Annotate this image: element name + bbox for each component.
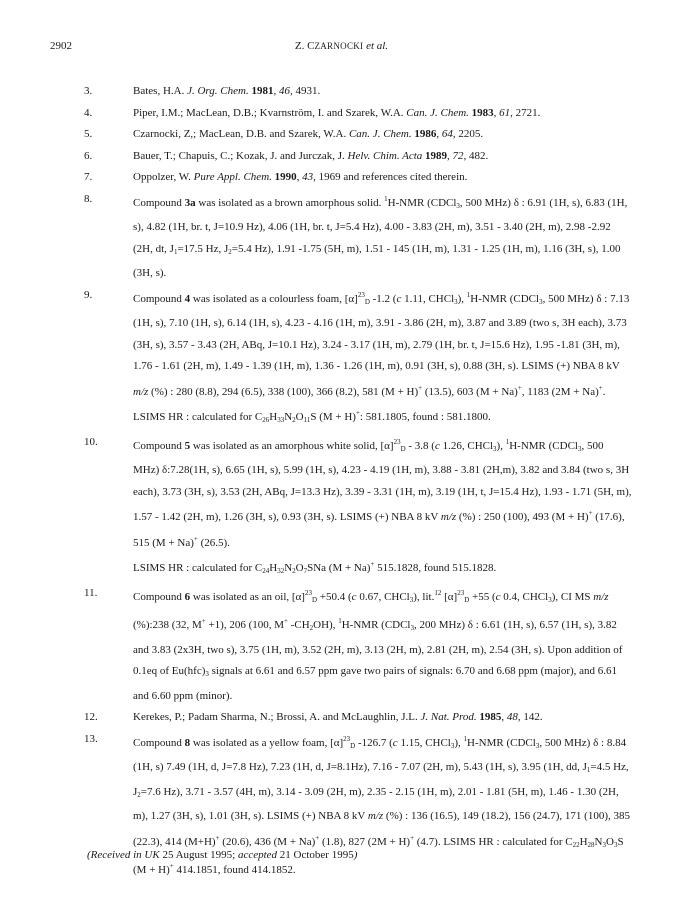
reference-item [84, 432, 632, 583]
reference-text: Czarnocki, Z,; MacLean, D.B. and Szarek, W.A. Can. J. Chem. 1986, 64, 2205. [133, 128, 484, 140]
reference-text: Bates, H.A. J. Org. Chem. 1981, 46, 4931. [133, 85, 321, 97]
accepted-year: 1995 [331, 849, 354, 861]
accepted-label: accepted [237, 849, 278, 861]
reference-item [84, 146, 632, 168]
page-number: 2902 [50, 40, 72, 52]
reference-text: Oppolzer, W. Pure Appl. Chem. 1990, 43, 1969 and references cited therein. [133, 171, 468, 183]
reference-list [84, 81, 632, 882]
reference-number: 5. [84, 128, 93, 140]
reference-number: 8. [84, 192, 93, 205]
received-accepted-note: (Received in UK 25 August 1995; accepted 21 October 1995) [87, 849, 358, 861]
reference-number: 3. [84, 85, 93, 97]
reference-number: 7. [84, 171, 93, 183]
received-year: 1995; [210, 849, 236, 861]
received-date: 25 August [162, 849, 208, 861]
reference-number: 10. [84, 435, 98, 448]
reference-number: 11. [84, 586, 98, 599]
accepted-date: 21 October [279, 849, 329, 861]
reference-item [84, 81, 632, 103]
reference-item [84, 103, 632, 125]
reference-item [84, 707, 632, 729]
reference-number: 12. [84, 711, 98, 723]
page-header [0, 40, 683, 56]
reference-number: 4. [84, 106, 93, 119]
reference-item [84, 285, 632, 432]
reference-text: Compound 6 was isolated as an oil, $[\alpha]^{23}_D +50.4$ (c 0.67, CHCl$_3$), lit.$^{12}$ $[\alpha]^{23}_D +55$ (c 0.4, CHCl$_3$), CI MS m/z (%):238 (32, M+ +1), 206 (100, M+ $-CH_2OH$), $^1$H-NMR (CDCl$_3$, 200 MHz) δ : 6.61 (1H, s), 6.57 (1H, s), 3.82 and 3.83 (2x3H, two s), 3.75 (1H, m), 3.52 (2H, m), 3.13 (2H, m), 2.81 (2H, m), 2.54 (3H, s). Upon addition of 0.1eq of $Eu(hfc)_3$ signals at 6.61 and 6.57 ppm gave two pairs of signals: 6.70 and 6.68 ppm (major), and 6.61 and 6.60 ppm (minor). [133, 588, 623, 702]
reference-number: 6. [84, 149, 93, 162]
reference-text: Bauer, T.; Chapuis, C.; Kozak, J. and Jurczak, J. Helv. Chim. Acta 1989, 72, 482. [133, 149, 489, 162]
reference-text: Piper, I.M.; MacLean, D.B.; Kvarnström, I. and Szarek, W.A. Can. J. Chem. 1983, 61, 2721. [133, 106, 541, 119]
reference-number: 9. [84, 288, 93, 301]
received-label: Received in UK [90, 849, 160, 861]
reference-item [84, 124, 632, 146]
reference-text: Kerekes, P.; Padam Sharma, N.; Brossi, A. and McLaughlin, J.L. J. Nat. Prod. 1985, 48, 142. [133, 711, 543, 723]
reference-item [84, 189, 632, 285]
reference-text: Compound 3a was isolated as a brown amorphous solid. $^1$H-NMR (CDCl$_3$, 500 MHz) δ : 6.91 (1H, s), 6.83 (1H, s), 4.82 (1H, br. t, J=10.9 Hz), 4.06 (1H, br. t, J=5.4 Hz), 4.00 - 3.83 (2H, m), 3.51 - 3.40 (2H, m), 2.98 -2.92 (2H, dt, $J_1=17.5$ Hz, $J_2=5.4$ Hz), 1.91 -1.75 (5H, m), 1.51 - 145 (1H, m), 1.31 - 1.25 (1H, m), 1.16 (3H, s), 1.00 (3H, s). [133, 194, 628, 279]
reference-text: Compound 5 was isolated as an amorphous white solid, $[\alpha]^{23}_D - 3.8$ (c 1.26, CHCl$_3$), $^1$H-NMR (CDCl$_3$, 500 MHz) δ:7.28(1H, s), 6.65 (1H, s), 5.99 (1H, s), 4.23 - 4.19 (1H, m), 3.88 - 3.81 (2H,m), 3.82 and 3.84 (two s, 3H each), 3.73 (3H, s), 3.53 (2H, ABq, J=13.3 Hz), 3.39 - 3.31 (1H, m), 3.19 (1H, t, J=15.4 Hz), 1.93 - 1.71 (5H, m), 1.57 - 1.42 (2H, m), 1.26 (3H, s), 0.93 (3H, s). LSIMS (+) NBA 8 kV m/z (%) : 250 (100), 493 (M + H)+ (17.6), 515 (M + Na)+ (26.5). LSIMS HR : calculated for $C_{24}H_{32}N_2O_7SNa$ (M + Na)+ 515.1828, found 515.1828. [133, 437, 632, 575]
reference-text: Compound 8 was isolated as a yellow foam, $[\alpha]^{23}_D$ -126.7 (c 1.15, CHCl$_3$), $^1$H-NMR (CDCl$_3$, 500 MHz) δ : 8.84 (1H, s) 7.49 (1H, d, J=7.8 Hz), 7.23 (1H, d, J=8.1Hz), 7.16 - 7.07 (2H, m), 5.43 (1H, s), 3.95 (1H, dd, $J_1=4.5$ Hz, $J_2=7.6$ Hz), 3.71 - 3.57 (4H, m), 3.14 - 3.09 (2H, m), 2.35 - 2.15 (1H, m), 2.01 - 1.81 (5H, m), 1.46 - 1.30 (2H, m), 1.27 (3H, s), 1.01 (3H, s). LSIMS (+) NBA 8 kV m/z (%) : 136 (16.5), 149 (18.2), 156 (24.7), 171 (100), 385 (22.3), 414 (M+H)+ (20.6), 436 (M + Na)+ (1.8), 827 (2M + H)+ (4.7). LSIMS HR : calculated for $C_{22}H_{28}N_3O_3S$ (M + H)+ 414.1851, found 414.1852. [133, 734, 631, 876]
reference-number: 13. [84, 732, 98, 745]
running-head-author [0, 40, 683, 52]
reference-item [84, 167, 632, 189]
reference-item [84, 583, 632, 708]
reference-text: Compound 4 was isolated as a colourless foam, $[\alpha]^{23}_D$ -1.2 (c 1.11, CHCl$_3$), $^1$H-NMR (CDCl$_3$, 500 MHz) δ : 7.13 (1H, s), 7.10 (1H, s), 6.14 (1H, s), 4.23 - 4.16 (1H, m), 3.91 - 3.86 (2H, m), 3.87 and 3.89 (two s, 3H each), 3.73 (3H, s), 3.57 - 3.43 (2H, ABq, J=10.1 Hz), 3.24 - 3.17 (1H, m), 2.79 (1H, br. t, J=15.6 Hz), 1.95 -1.81 (3H, m), 1.76 - 1.61 (2H, m), 1.49 - 1.39 (1H, m), 1.36 - 1.26 (1H, m), 0.91 (3H, s), 0.88 (3H, s). LSIMS (+) NBA 8 kV m/z (%) : 280 (8.8), 294 (6.5), 338 (100), 366 (8.2), 581 (M + H)+ (13.5), 603 (M + Na)+, 1183 (2M + Na)+. LSIMS HR : calculated for $C_{26}H_{33}N_2O_{11}S$ (M + H)+: 581.1805, found : 581.1800. [133, 290, 630, 424]
running-head-text: Z. CZARNOCKI et al. [294, 40, 389, 52]
